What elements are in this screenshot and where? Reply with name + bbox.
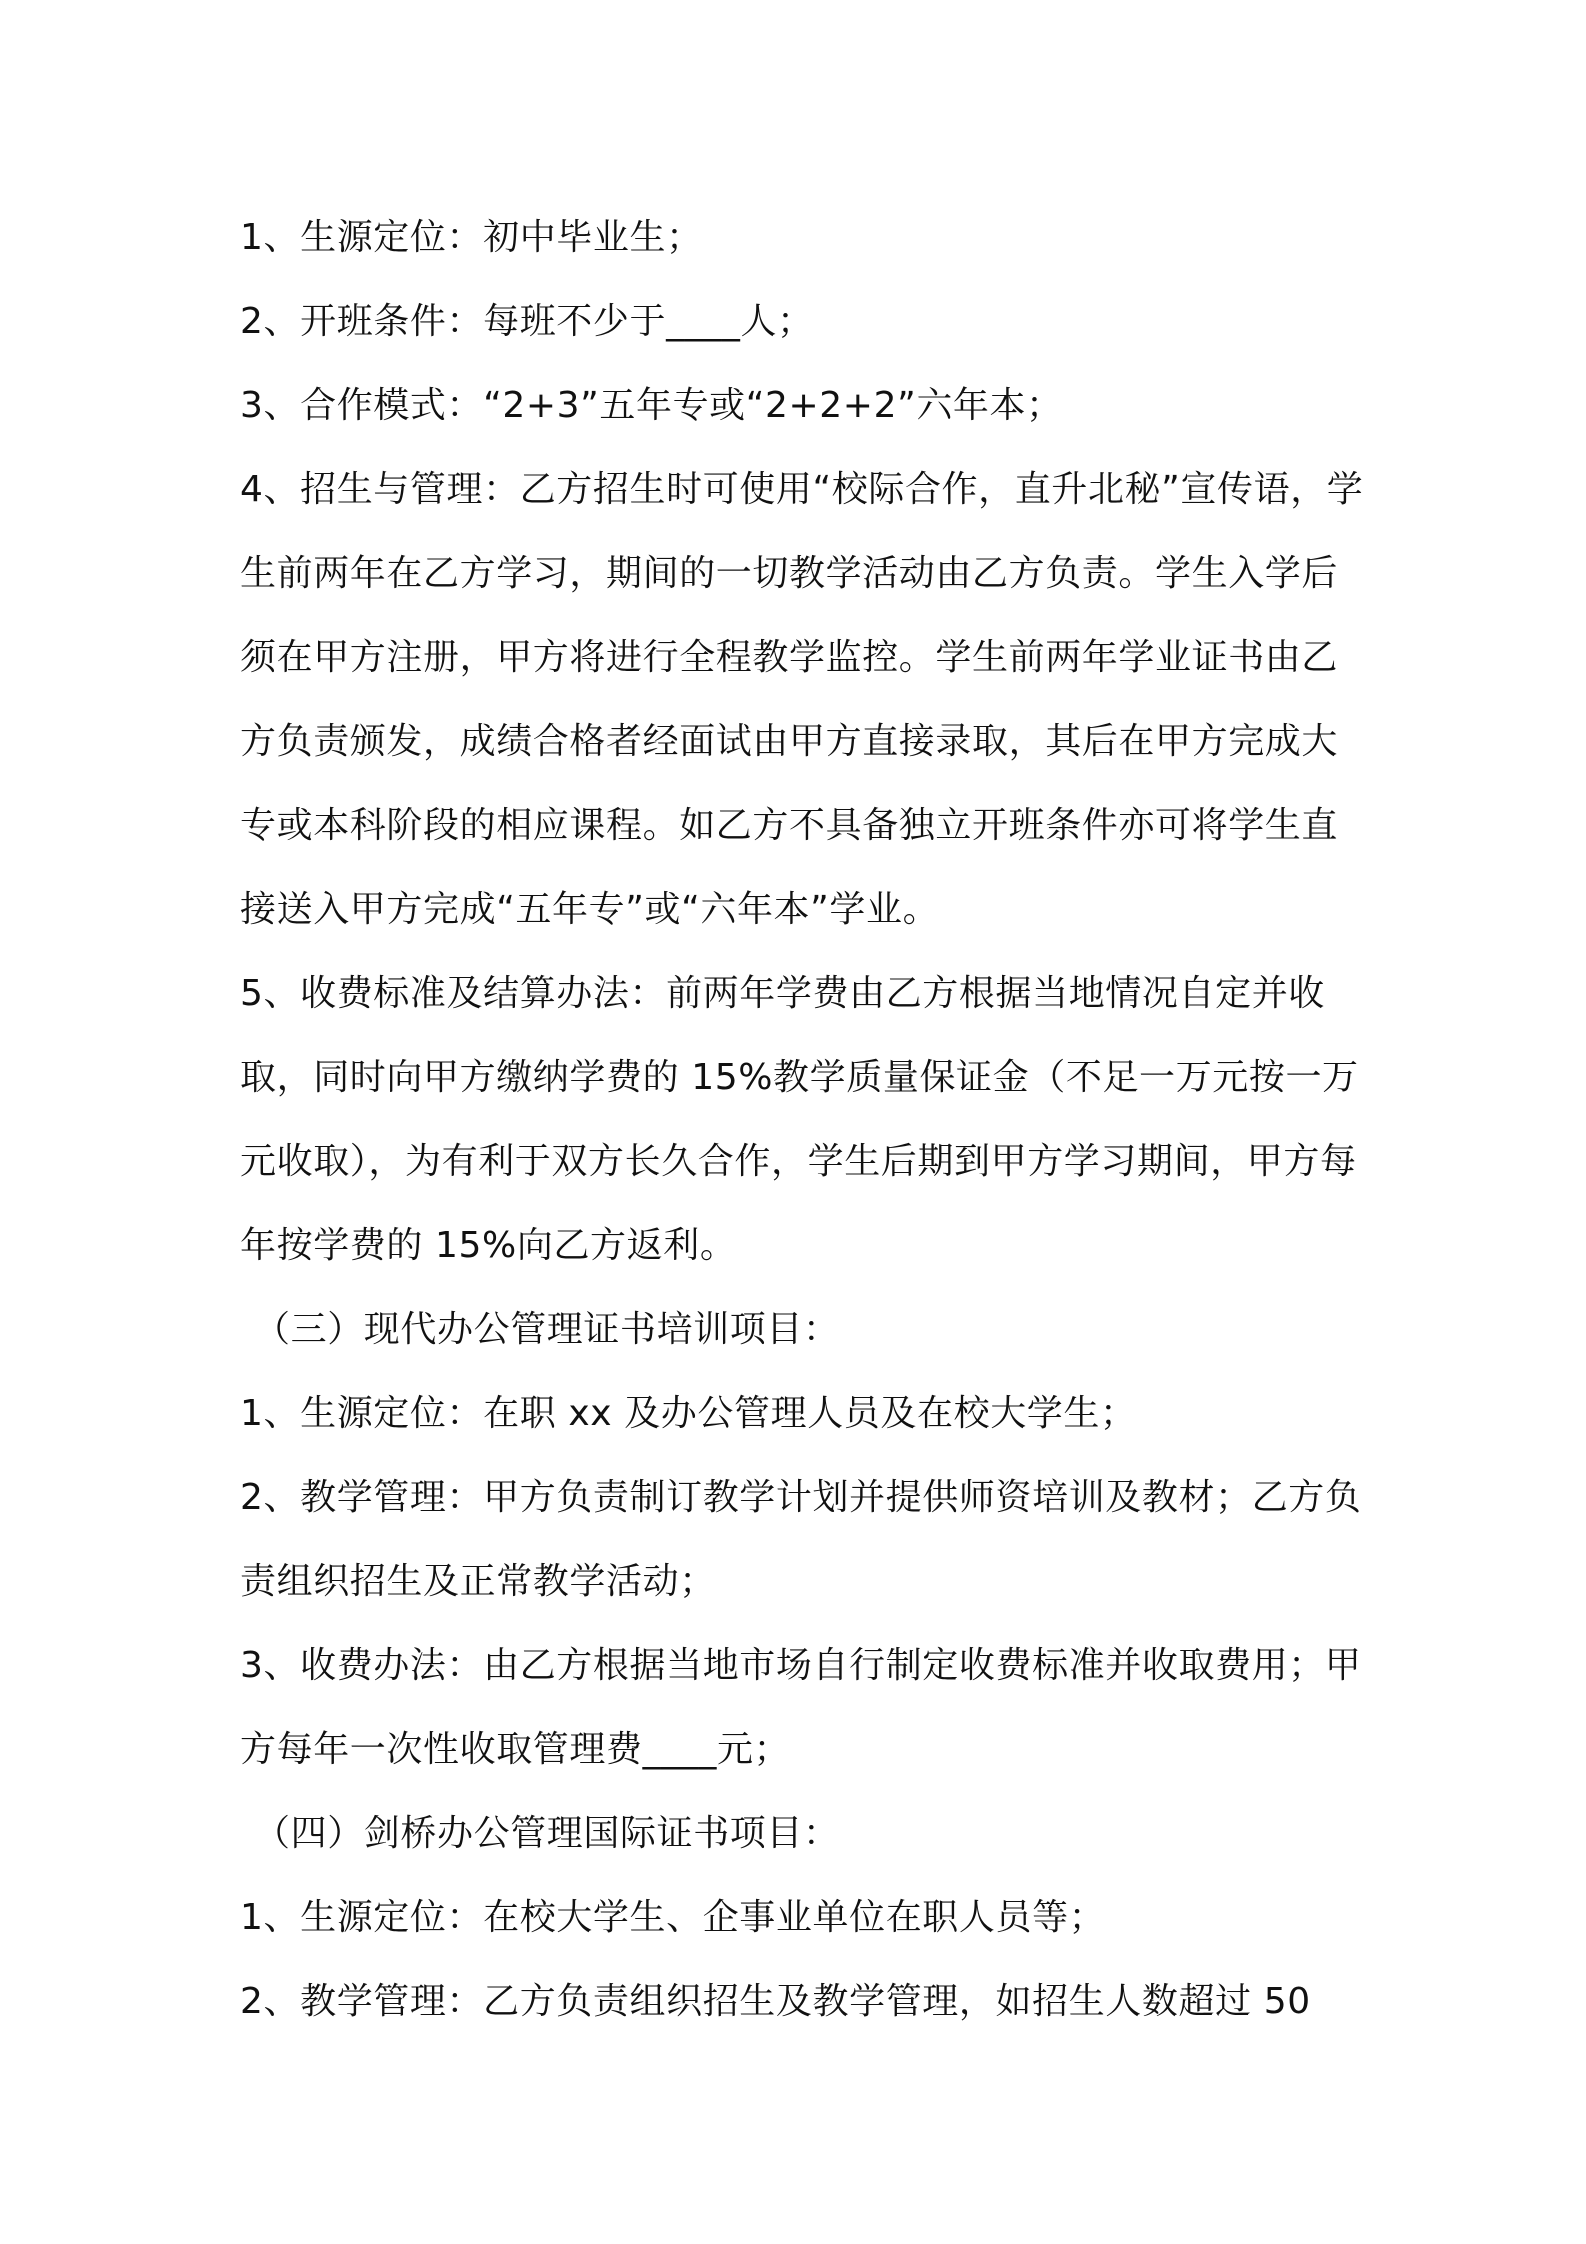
- paragraph-cooperation-mode: 3、合作模式：“2+3”五年专或“2+2+2”六年本；: [240, 385, 1063, 426]
- section-heading-modern-office: （三）现代办公管理证书培训项目：: [254, 1309, 840, 1350]
- paragraph-source-positioning: 1、生源定位：初中毕业生；: [240, 217, 703, 258]
- paragraph-teaching-management-2: 2、教学管理：乙方负责组织招生及教学管理，如招生人数超过 50: [240, 1981, 1311, 2022]
- paragraph-fee-settlement: 5、收费标准及结算办法：前两年学费由乙方根据当地情况自定并收取，同时向甲方缴纳学费的 15%教学质量保证金（不足一万元按一万元收取），为有利于双方长久合作，学生后期到甲方学习期间，甲方每年按学费的 15%向乙方返利。: [240, 973, 1359, 1266]
- paragraph-source-positioning-2: 1、生源定位：在职 xx 及办公管理人员及在校大学生；: [240, 1393, 1137, 1434]
- paragraph-teaching-management: 2、教学管理：甲方负责制订教学计划并提供师资培训及教材；乙方负责组织招生及正常教学活动；: [240, 1477, 1362, 1602]
- paragraph-enrollment-management: 4、招生与管理：乙方招生时可使用“校际合作，直升北秘”宣传语，学生前两年在乙方学习，期间的一切教学活动由乙方负责。学生入学后须在甲方注册，甲方将进行全程教学监控。学生前两年学业证书由乙方负责颁发，成绩合格者经面试由甲方直接录取，其后在甲方完成大专或本科阶段的相应课程。如乙方不具备独立开班条件亦可将学生直接送入甲方完成“五年专”或“六年本”学业。: [240, 469, 1364, 930]
- paragraph-source-positioning-3: 1、生源定位：在校大学生、企事业单位在职人员等；: [240, 1897, 1106, 1938]
- section-heading-cambridge: （四）剑桥办公管理国际证书项目：: [254, 1813, 840, 1854]
- paragraph-class-conditions: 2、开班条件：每班不少于____人；: [240, 301, 814, 342]
- document-body: [240, 196, 1370, 2044]
- paragraph-fee-method: 3、收费办法：由乙方根据当地市场自行制定收费标准并收取费用；甲方每年一次性收取管理费____元；: [240, 1645, 1362, 1770]
